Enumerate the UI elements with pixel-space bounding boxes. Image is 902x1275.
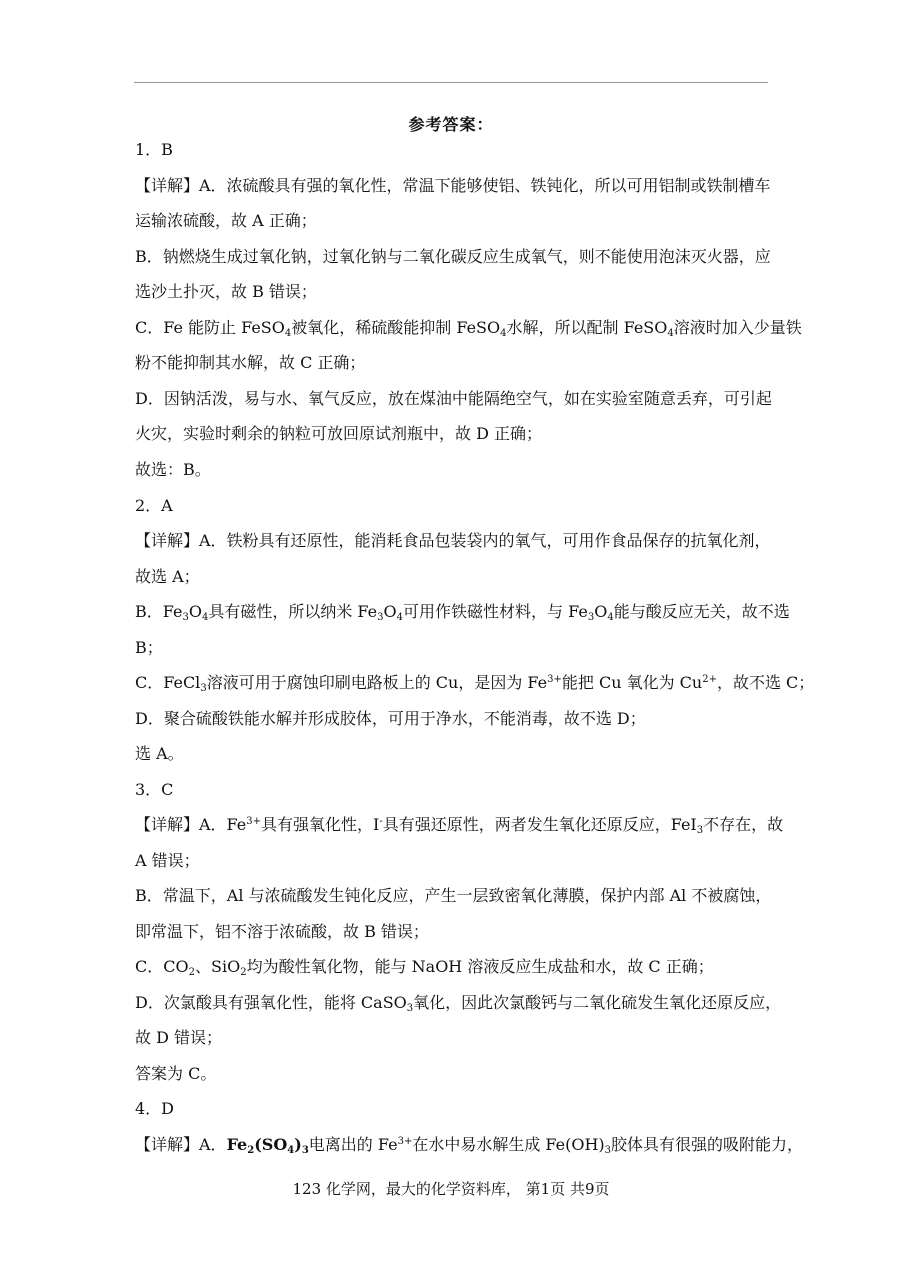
q1-line-7: D．因钠活泼，易与水、氧气反应，放在煤油中能隔绝空气，如在实验室随意丢弃，可引起 xyxy=(135,389,772,408)
q3-line-6: D．次氯酸具有强氧化性，能将 CaSO$_3$氧化，因此次氯酸钙与二氧化硫发生氧化还原反应， xyxy=(135,993,782,1014)
q1-line-2: 运输浓硫酸，故 A 正确； xyxy=(135,211,317,230)
question-1-answer: 1．B xyxy=(135,140,173,159)
q2-line-3: B．$Fe_3O_4$具有磁性，所以纳米 $Fe_3O_4$可用作铁磁性材料，与 $Fe_3O_4$能与酸反应无关，故不选 xyxy=(135,602,790,623)
q2-line-4: B； xyxy=(135,638,163,657)
q2-line-5: C．FeCl$_3$溶液可用于腐蚀印刷电路板上的 Cu，是因为 $Fe^{3+}$能把 Cu 氧化为 $Cu^{2+}$，故不选 C； xyxy=(135,673,815,694)
question-4-answer: 4．D xyxy=(135,1099,175,1118)
question-3-answer: 3．C xyxy=(135,780,174,799)
q1-line-6: 粉不能抑制其水解，故 C 正确； xyxy=(135,353,366,372)
q3-line-7: 故 D 错误； xyxy=(135,1028,223,1047)
q3-line-1: 【详解】A．$Fe^{3+}$具有强氧化性，I-具有强还原性，两者发生氧化还原反应，FeI$_3$不存在，故 xyxy=(135,815,784,836)
q1-line-1: 【详解】A．浓硫酸具有强的氧化性，常温下能够使铝、铁钝化，所以可用铝制或铁制槽车 xyxy=(135,176,771,195)
iron-sulfate-formula: $Fe_2(SO_4)_3$ xyxy=(226,1135,309,1156)
q1-line-8: 火灾，实验时剩余的钠粒可放回原试剂瓶中，故 D 正确； xyxy=(135,424,543,443)
q4-line-1: 【详解】A．$Fe_2(SO_4)_3$电离出的 $Fe^{3+}$在水中易水解生成 $Fe(OH)_3$胶体具有很强的吸附能力， xyxy=(135,1135,804,1156)
header-divider xyxy=(134,82,768,83)
q3-line-4: 即常温下，铝不溶于浓硫酸，故 B 错误； xyxy=(135,922,429,941)
q1-line-9: 故选：B。 xyxy=(135,460,211,479)
q3-line-2: A 错误； xyxy=(135,851,200,870)
page-footer: 123 化学网，最大的化学资料库， 第1页 共9页 xyxy=(292,1180,610,1198)
q3-line-8: 答案为 C。 xyxy=(135,1064,217,1083)
q2-line-1: 【详解】A．铁粉具有还原性，能消耗食品包装袋内的氧气，可用作食品保存的抗氧化剂， xyxy=(135,531,771,550)
q3-line-5: C．$CO_2$、SiO$_2$均为酸性氧化物，能与 NaOH 溶液反应生成盐和水，故 C 正确； xyxy=(135,957,714,978)
q1-line-4: 选沙土扑灭，故 B 错误； xyxy=(135,282,317,301)
q1-line-5: C．Fe 能防止 FeSO$_4$被氧化，稀硫酸能抑制 FeSO$_4$水解，所以配制 FeSO$_4$溶液时加入少量铁 xyxy=(135,318,802,339)
q3-line-3: B．常温下，Al 与浓硫酸发生钝化反应，产生一层致密氧化薄膜，保护内部 Al 不被腐蚀， xyxy=(135,886,772,905)
q2-line-7: 选 A。 xyxy=(135,744,184,763)
q1-line-3: B．钠燃烧生成过氧化钠，过氧化钠与二氧化碳反应生成氧气，则不能使用泡沫灭火器，应 xyxy=(135,247,771,266)
question-2-answer: 2．A xyxy=(135,496,173,515)
q2-line-6: D．聚合硫酸铁能水解并形成胶体，可用于净水，不能消毒，故不选 D； xyxy=(135,709,646,728)
q2-line-2: 故选 A； xyxy=(135,567,200,586)
page-title: 参考答案： xyxy=(408,115,494,134)
